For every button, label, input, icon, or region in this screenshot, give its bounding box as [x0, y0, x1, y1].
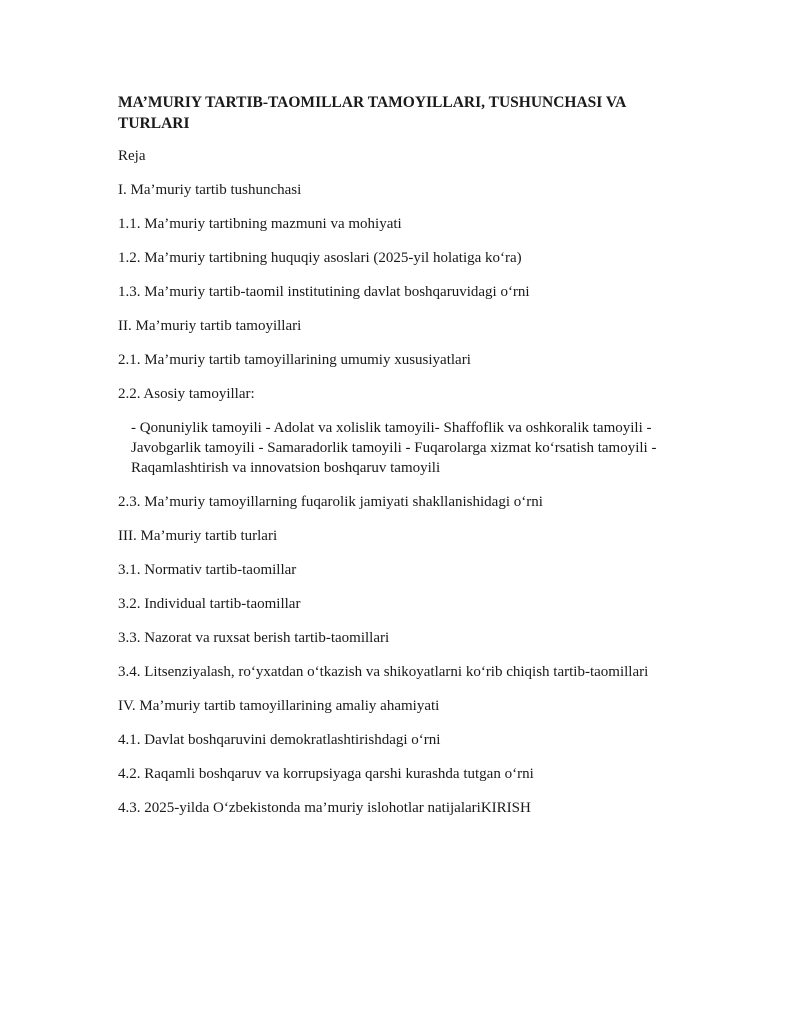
list-item: 3.1. Normativ tartib-taomillar — [118, 562, 297, 578]
list-item: 2.3. Ma’muriy tamoyillarning fuqarolik jamiyati shakllanishidagi o‘rni — [118, 494, 543, 510]
list-item: 4.2. Raqamli boshqaruv va korrupsiyaga qarshi kurashda tutgan o‘rni — [118, 766, 534, 782]
principles-paragraph: - Qonuniylik tamoyili - Adolat va xolislik tamoyili- Shaffoflik va oshkoralik tamoyili - Javobgarlik tamoyili - Samaradorlik tamoyili - Fuqarolarga xizmat ko‘rsatish tamoyili - Raqamlashtirish va innovatsion boshqaruv tamoyili — [131, 420, 657, 476]
section-heading-1: I. Ma’muriy tartib tushunchasi — [118, 182, 302, 198]
list-item: 1.2. Ma’muriy tartibning huquqiy asoslari (2025-yil holatiga ko‘ra) — [118, 250, 522, 266]
list-item: 3.4. Litsenziyalash, ro‘yxatdan o‘tkazish va shikoyatlarni ko‘rib chiqish tartib-taomillari — [118, 664, 649, 680]
section-heading-4: IV. Ma’muriy tartib tamoyillarining amaliy ahamiyati — [118, 698, 440, 714]
list-item: 2.1. Ma’muriy tartib tamoyillarining umumiy xususiyatlari — [118, 352, 471, 368]
list-item: 1.3. Ma’muriy tartib-taomil institutining davlat boshqaruvidagi o‘rni — [118, 284, 530, 300]
list-item: 4.3. 2025-yilda O‘zbekistonda ma’muriy islohotlar natijalariKIRISH — [118, 800, 531, 816]
section-heading-3: III. Ma’muriy tartib turlari — [118, 528, 278, 544]
section-heading-2: II. Ma’muriy tartib tamoyillari — [118, 318, 302, 334]
list-item: 3.3. Nazorat va ruxsat berish tartib-taomillari — [118, 630, 390, 646]
document-title: MA’MURIY TARTIB-TAOMILLAR TAMOYILLARI, TUSHUNCHASI VA TURLARI — [118, 94, 626, 132]
list-item: 4.1. Davlat boshqaruvini demokratlashtirishdagi o‘rni — [118, 732, 441, 748]
list-item: 2.2. Asosiy tamoyillar: — [118, 386, 255, 402]
list-item: 1.1. Ma’muriy tartibning mazmuni va mohiyati — [118, 216, 402, 232]
plan-heading: Reja — [118, 148, 146, 164]
list-item: 3.2. Individual tartib-taomillar — [118, 596, 301, 612]
document-page — [118, 92, 678, 832]
